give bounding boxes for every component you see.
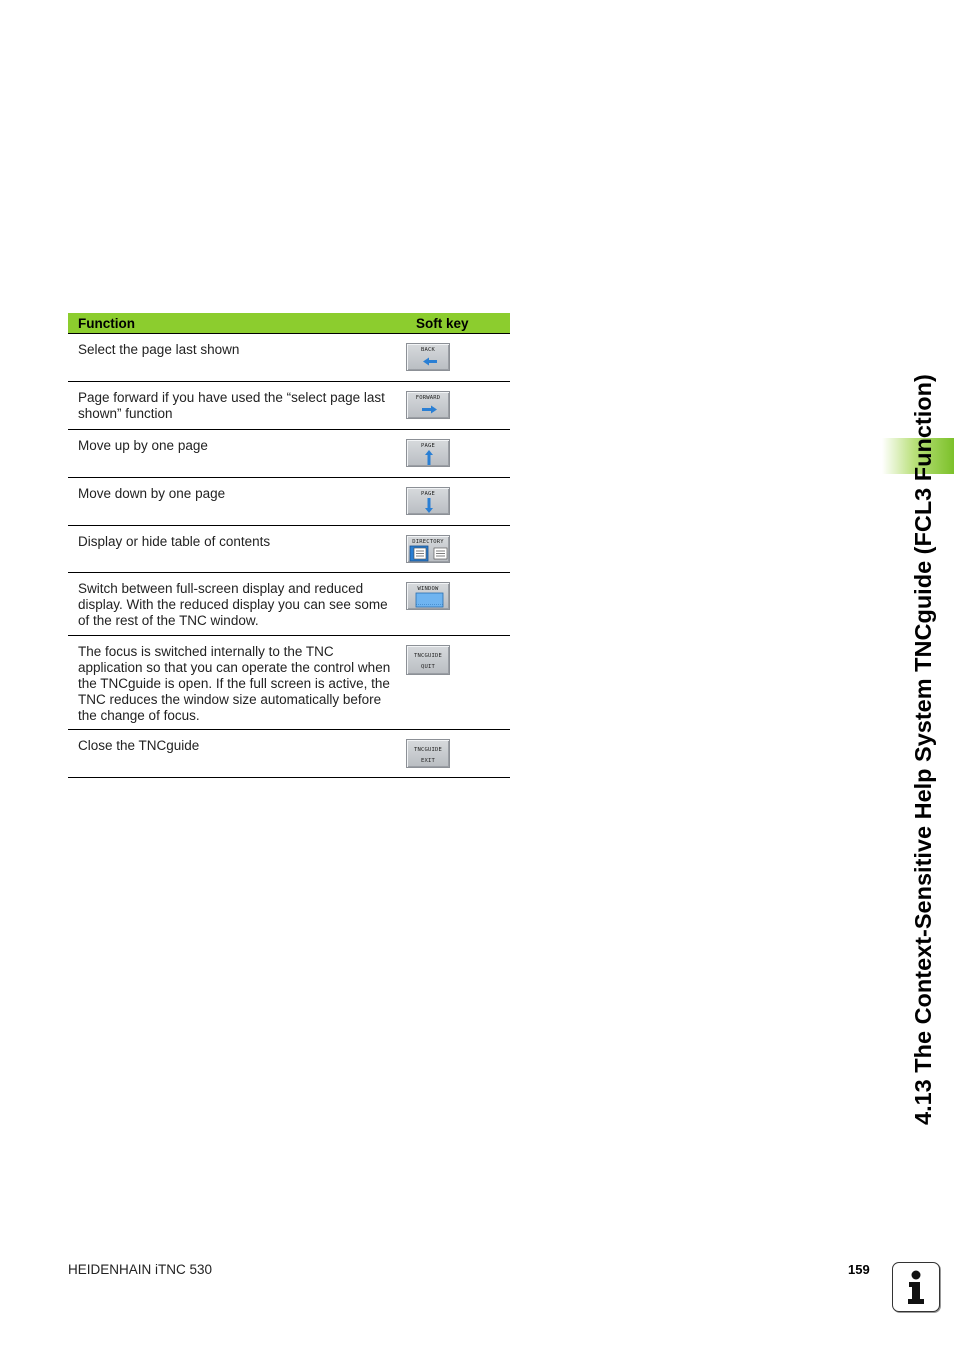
function-text: Display or hide table of contents	[78, 534, 271, 549]
arrow-right-icon	[407, 392, 451, 420]
table-row	[68, 334, 510, 382]
table-header	[68, 313, 510, 334]
function-text: Move down by one page	[78, 486, 226, 501]
directory-softkey[interactable]	[406, 535, 450, 563]
table-row	[68, 430, 510, 478]
function-text: Close the TNCguide	[78, 738, 200, 753]
softkey-label: FORWARD	[415, 395, 441, 401]
directory-icon	[407, 536, 451, 564]
softkey-label: PAGE	[420, 443, 436, 449]
softkey-label: TNCGUIDE	[413, 653, 443, 659]
arrow-left-icon	[407, 344, 451, 372]
softkey-label: WINDOW	[417, 586, 439, 592]
window-icon	[407, 583, 451, 611]
page-up-softkey[interactable]	[406, 439, 450, 467]
softkey-label: PAGE	[420, 491, 436, 497]
tncguide-exit-softkey[interactable]	[406, 739, 450, 768]
softkey-table	[68, 313, 510, 778]
table-row	[68, 573, 510, 636]
table-row	[68, 636, 510, 730]
softkey-label: TNCGUIDE	[413, 747, 443, 753]
softkey-label: DIRECTORY	[412, 539, 444, 545]
softkey-label: BACK	[420, 347, 436, 353]
function-text: Page forward if you have used the “select page last shown” function	[78, 390, 385, 421]
header-function: Function	[78, 315, 135, 331]
arrow-up-icon	[407, 440, 451, 468]
table-row	[68, 478, 510, 526]
table-row	[68, 382, 510, 430]
table-row	[68, 730, 510, 778]
function-text: Switch between full-screen display and reduced display. With the reduced display you can see some of the rest of the TNC window.	[78, 581, 388, 628]
forward-softkey[interactable]	[406, 391, 450, 419]
softkey-label-2: QUIT	[420, 664, 436, 670]
info-icon	[892, 1262, 940, 1312]
header-softkey: Soft key	[416, 315, 469, 331]
softkey-label-2: EXIT	[420, 758, 436, 764]
function-text: Select the page last shown	[78, 342, 240, 357]
info-glyph	[893, 1263, 938, 1310]
page-down-softkey[interactable]	[406, 487, 450, 515]
arrow-down-icon	[407, 488, 451, 516]
window-softkey[interactable]	[406, 582, 450, 610]
function-text: The focus is switched internally to the TNC application so that you can operate the control when the TNCguide is open. If the full screen is active, the TNC reduces the window size automatically before the change of focus.	[78, 644, 391, 723]
page-number: 159	[848, 1262, 870, 1277]
chapter-title: 4.13 The Context-Sensitive Help System TNCguide (FCL3 Function)	[910, 374, 936, 1125]
footer-product: HEIDENHAIN iTNC 530	[68, 1262, 213, 1277]
function-text: Move up by one page	[78, 438, 208, 453]
back-softkey[interactable]	[406, 343, 450, 371]
tncguide-quit-softkey[interactable]	[406, 645, 450, 675]
table-row	[68, 526, 510, 573]
